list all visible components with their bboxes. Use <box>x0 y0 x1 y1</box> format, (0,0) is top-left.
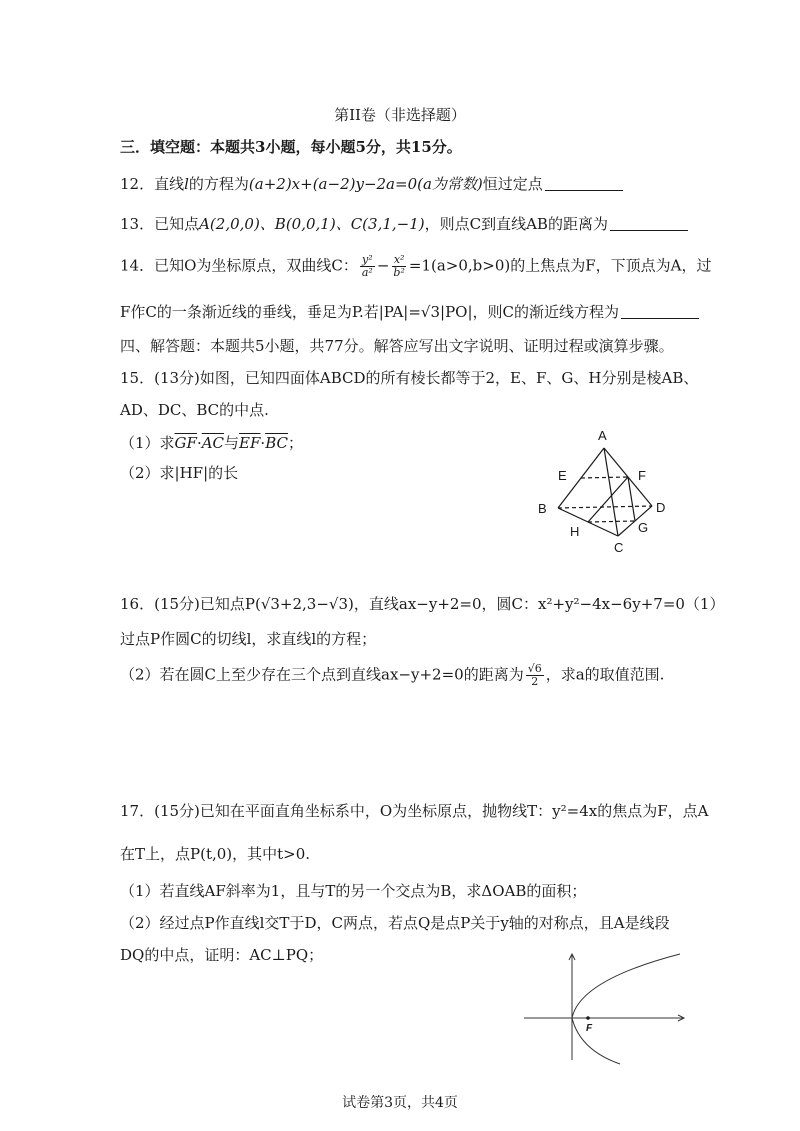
q13-text: ，则点C到直线AB的距离为 <box>424 215 608 233</box>
label-f: F <box>638 468 646 483</box>
q14-frac-1: $\frac{\text{y²}}{\text{a²}}$ <box>361 253 373 279</box>
focus-point <box>586 1016 590 1020</box>
label-b: B <box>538 501 547 516</box>
section-title: 第II卷（非选择题） <box>334 106 466 124</box>
label-h: H <box>570 524 580 539</box>
edge-bd <box>558 506 652 508</box>
parabola-curve <box>572 954 680 1064</box>
vector-gf: $\overline{GF}$ <box>174 434 197 452</box>
q14-answer-blank[interactable] <box>621 304 699 319</box>
q13-prefix: 13．已知点 <box>120 215 200 233</box>
q12-answer-blank[interactable] <box>545 176 623 191</box>
label-c: C <box>614 540 624 555</box>
q14-line1-a: 14．已知O为坐标原点，双曲线C： <box>120 256 358 275</box>
q15-sub1: （1）求$\overline{GF}\cdot\overline{AC}$与$\overline{EF}\cdot\overline{BC}$； <box>120 434 303 452</box>
q15-line1: 15．(13分)如图，已知四面体ABCD的所有棱长都等于2，E、F、G、H分别是棱AB、 <box>120 369 699 387</box>
part4-heading: 四、解答题：本题共5小题，共77分。解答应写出文字说明、证明过程或演算步骤。 <box>120 337 674 355</box>
vector-ac: $\overline{AC}$ <box>201 434 225 452</box>
label-g: G <box>638 520 649 535</box>
segment-hf <box>588 477 628 522</box>
question-12: 12．直线l的方程为(a+2)x+(a−2)y−2a=0(a为常数)恒过定点 <box>120 173 623 194</box>
label-d: D <box>656 500 666 515</box>
label-focus-f: F <box>586 1023 593 1034</box>
q14-line2: F作C的一条渐近线的垂线，垂足为P.若|PA|=√3|PO|，则C的渐近线方程为 <box>120 303 620 321</box>
q13-answer-blank[interactable] <box>610 216 688 231</box>
parabola-figure <box>520 950 690 1065</box>
label-e: E <box>558 468 567 483</box>
q17-sub2-line1: （2）经过点P作直线l交T于D，C两点，若点Q是点P关于y轴的对称点，且A是线段 <box>120 914 670 932</box>
q17-sub1: （1）若直线AF斜率为1，且与T的另一个交点为B，求ΔOAB的面积； <box>120 882 587 900</box>
q12-prefix: 12．直线 <box>120 175 185 193</box>
page-footer: 试卷第3页，共4页 <box>342 1095 458 1111</box>
segment-ef <box>581 477 628 478</box>
q17-line2: 在T上，点P(t,0)，其中t>0. <box>120 845 311 863</box>
q16-fraction: $\frac{√6}{2}$ <box>527 662 542 688</box>
q17-sub2-line2: DQ的中点，证明：AC⊥PQ； <box>120 946 324 964</box>
q16-line2: 过点P作圆C的切线l，求直线l的方程； <box>120 630 377 648</box>
label-a: A <box>598 428 607 443</box>
segment-hg <box>588 521 635 522</box>
q15-sub2: （2）求|HF|的长 <box>120 464 239 482</box>
q15-line2: AD、DC、BC的中点. <box>120 401 269 419</box>
part3-heading: 三．填空题：本题共3小题，每小题5分，共15分。 <box>120 138 462 156</box>
q14-frac-2: $\frac{\text{x²}}{\text{b²}}$ <box>393 253 405 279</box>
q12-equation: (a+2)x+(a−2)y−2a=0(a为常数) <box>248 175 483 193</box>
q13-points: A(2,0,0)、B(0,0,1)、C(3,1,−1) <box>199 215 425 233</box>
vector-bc: $\overline{BC}$ <box>265 434 288 452</box>
q16-line3: （2）若在圆C上至少存在三个点到直线ax−y+2=0的距离为 $\frac{√6}{2}$ ，求a的取值范围. <box>120 662 665 688</box>
question-14-line2 <box>120 301 699 322</box>
q14-line1-b: =1(a>0,b>0)的上焦点为F，下顶点为A，过 <box>408 256 712 275</box>
q16-line1: 16．(15分)已知点P(√3+2,3−√3)，直线ax−y+2=0，圆C：x²+y²−4x−6y+7=0（1） <box>120 595 725 613</box>
q17-line1: 17．(15分)已知在平面直角坐标系中，O为坐标原点，抛物线T：y²=4x的焦点为F，点A <box>120 802 709 820</box>
q12-text-b: 恒过定点 <box>482 175 543 193</box>
edge-ac <box>604 448 618 536</box>
question-14-line1: 14．已知O为坐标原点，双曲线C： $\frac{\text{y²}}{\text{a²}}$ − $\frac{\text{x²}}{\text{b²}}$ =1(a>0,b>0)的上焦点为F，下顶点为A，过 <box>120 253 712 279</box>
tetrahedron-figure <box>528 420 678 560</box>
question-13 <box>120 213 688 234</box>
vector-ef: $\overline{EF}$ <box>239 434 261 452</box>
q12-text-a: 的方程为 <box>188 175 249 193</box>
